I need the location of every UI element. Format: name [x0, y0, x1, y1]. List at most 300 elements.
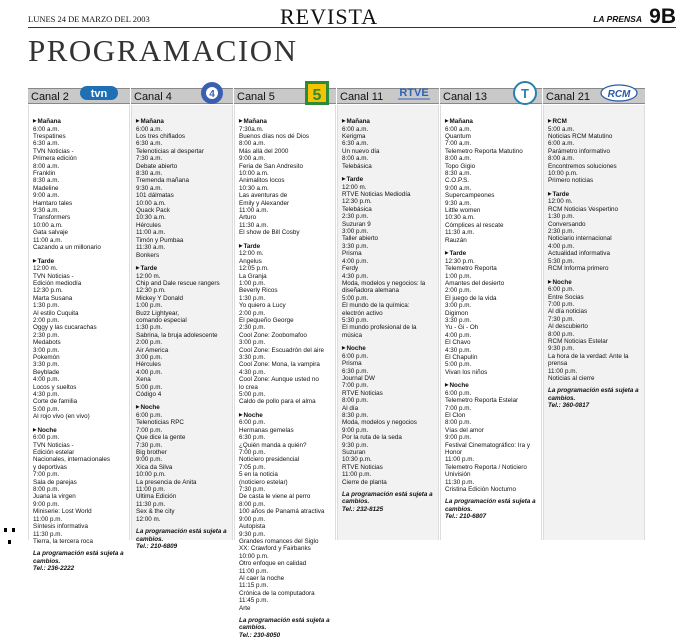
schedule-line: 12:00 m. [239, 250, 264, 258]
schedule-line: Mickey Y Donald [136, 294, 184, 302]
schedule-line: Quantum [445, 133, 471, 140]
schedule-line: Al estilo Cuquita [33, 309, 79, 317]
schedule-line: 6:00 p.m. [445, 389, 472, 397]
schedule-line: 3:30 p.m. [445, 316, 472, 324]
schedule-line: Arturo [239, 214, 257, 222]
schedule-line: Animalitos locos [239, 177, 285, 185]
newspaper-name: LA PRENSA [593, 14, 642, 24]
schedule-line: 1:00 p.m. [239, 279, 266, 287]
schedule-line: 10:30 a.m. [239, 184, 269, 192]
schedule-line: El Clon [445, 412, 466, 419]
channel-logo-icon [508, 82, 542, 104]
schedule-line: 7:30a.m. [239, 125, 264, 133]
schedule-line: 8:00 a.m. [33, 162, 60, 170]
schedule-line: Moda, modelos y negocios: la [342, 279, 426, 287]
schedule-line: Emily y Alexander [239, 199, 290, 207]
schedule-section [548, 278, 640, 383]
schedule-line: RCM Noticias Estelar [548, 337, 608, 345]
schedule-section [342, 117, 434, 170]
schedule-line: Topo Gigio [445, 162, 476, 170]
schedule-line: Por la ruta de la seda [342, 434, 402, 442]
schedule-line: diseñadora alemana [342, 287, 400, 295]
schedule-line: 8:30 a.m. [33, 177, 60, 185]
schedule-line: 3:00 p.m. [342, 228, 369, 236]
schedule-line: 5:00 p.m. [136, 383, 163, 391]
schedule-line: 7:30 p.m. [548, 315, 575, 323]
channel-header [337, 88, 439, 104]
schedule-line: Buenos días nos dé Dios [239, 133, 310, 140]
schedule-line: RTVE Noticias [342, 389, 383, 397]
schedule-line: 3:00 p.m. [445, 302, 472, 310]
schedule-line: Suzuran [342, 449, 366, 457]
schedule-line: 7:00 p.m. [33, 471, 60, 479]
schedule-line: Hércules [136, 361, 161, 369]
schedule-line: 101 dálmatas [136, 192, 174, 200]
schedule-line: Edición mediodía [33, 279, 82, 287]
section-label: ▶ Mañana [239, 117, 331, 126]
schedule-section [445, 381, 537, 493]
schedule-line: 6:30 a.m. [33, 140, 60, 148]
schedule-line: Noticiario internacional [548, 235, 612, 243]
schedule-section [33, 426, 125, 546]
channel-phone: Tel.: 360-0817 [548, 402, 590, 410]
schedule-line: Ultima Edición [136, 493, 177, 501]
schedule-line: música [342, 331, 362, 339]
schedule-line: 5:00 a.m. [548, 125, 575, 133]
schedule-line: 7:30 a.m. [136, 155, 163, 163]
channel-column [28, 88, 130, 573]
schedule-line: Tierra, la tercera roca [33, 537, 93, 545]
channel-phone: Tel.: 236-2222 [33, 565, 75, 573]
schedule-line: 10:30 a.m. [136, 214, 166, 222]
section-label: ▶ Mañana [33, 117, 125, 126]
schedule-line: 5:30 p.m. [548, 257, 575, 265]
schedule-line: 4:30 p.m. [445, 346, 472, 354]
schedule-line: Las aventuras de [239, 192, 288, 200]
schedule-line: RCM Noticias Vespertino [548, 205, 618, 213]
schedule-line: 4:00 p.m. [136, 368, 163, 376]
svg-text:tvn: tvn [90, 88, 108, 100]
schedule-line: La Granja [239, 272, 267, 280]
section-label: ▶ Noche [548, 278, 640, 287]
schedule-line: 12:00 m. [136, 515, 161, 523]
page-title: PROGRAMACION [28, 33, 298, 68]
schedule-line: 6:30 a.m. [136, 140, 163, 148]
schedule-line: El mundo profesional de la [342, 324, 417, 332]
schedule-line: 9:00 p.m. [342, 426, 369, 434]
svg-text:T: T [521, 86, 529, 101]
schedule-line: lo crea [239, 383, 258, 391]
schedule-line: 9:00 a.m. [445, 184, 472, 192]
schedule-line: 11:30 a.m. [239, 221, 269, 229]
schedule-section [342, 344, 434, 486]
schedule-line: Angelus [239, 257, 262, 265]
schedule-line: Trespatines [33, 133, 66, 140]
schedule-line: y deportivas [33, 463, 67, 471]
schedule-line: Beyblade [33, 368, 60, 376]
schedule-line: Prisma [342, 360, 362, 368]
schedule-line: 3:00 p.m. [239, 339, 266, 347]
schedule-disclaimer: La programación está sujeta a cambios. [33, 550, 124, 565]
schedule-line: Al descubierto [548, 323, 588, 331]
masthead [28, 6, 676, 28]
schedule-line: TVN Noticias - [33, 147, 74, 155]
schedule-section [239, 117, 331, 237]
schedule-line: Hamtaro tales [33, 199, 73, 207]
schedule-line: El Chapulín [445, 353, 478, 361]
schedule-line: 3:00 p.m. [136, 353, 163, 361]
schedule-line: Miniserie: Lost World [33, 508, 92, 516]
schedule-line: 9:30 a.m. [445, 199, 472, 207]
schedule-line: Digimon [445, 309, 469, 317]
schedule-line: Telenoticias RPC [136, 419, 184, 427]
schedule-line: 12:00 m. [548, 198, 573, 206]
schedule-section [33, 117, 125, 252]
schedule-line: 10:30 a.m. [445, 214, 475, 222]
schedule-line: Sex & the city [136, 508, 175, 516]
schedule-line: Buzz Lightyear, [136, 309, 180, 317]
schedule-line: comando especial [136, 316, 187, 324]
schedule-line: 10:00 a.m. [136, 199, 166, 207]
schedule-line: 2:30 p.m. [33, 331, 60, 339]
schedule-line: 6:00 p.m. [33, 434, 60, 442]
schedule-line: 2:30 p.m. [239, 324, 266, 332]
schedule-line: Oggy y las cucarachas [33, 324, 97, 332]
schedule-line: Telenoticias al despertar [136, 147, 204, 155]
schedule-section [548, 190, 640, 273]
schedule-line: Debate abierto [136, 162, 178, 170]
page-number: 9B [649, 5, 676, 28]
schedule-line: Beverly Ricos [239, 287, 278, 295]
schedule-line: 6:30 a.m. [342, 140, 369, 148]
channel-schedule [28, 105, 130, 573]
schedule-line: 9:30 p.m. [239, 530, 266, 538]
schedule-line: Telebásica [342, 205, 372, 213]
section-label: ▶ Tarde [239, 242, 331, 251]
schedule-line: 8:30 a.m. [136, 170, 163, 178]
schedule-line: Cazando a un millonario [33, 244, 101, 252]
schedule-line: 7:00 a.m. [445, 140, 472, 148]
channel-header [440, 88, 542, 104]
schedule-line: Chip and Dale rescue rangers [136, 279, 220, 287]
channel-column [543, 88, 645, 540]
channel-name: Canal 13 [443, 91, 488, 103]
schedule-line: Pokemón [33, 353, 60, 361]
schedule-line: 6:00 p.m. [136, 412, 163, 419]
channel-phone: Tel.: 210-6809 [136, 542, 178, 550]
schedule-line: Transformers [33, 214, 71, 222]
schedule-line: 3:30 p.m. [239, 353, 266, 361]
schedule-line: Caldo de pollo para el alma [239, 398, 316, 406]
section-label: ▶ Tarde [548, 190, 640, 199]
schedule-line: 100 años de Panamá atractiva [239, 508, 325, 516]
schedule-line: Sabrina, la bruja adolescente [136, 331, 218, 339]
schedule-line: 11:00 p.m. [548, 367, 578, 375]
schedule-line: Primero noticias [548, 177, 594, 185]
schedule-line: 8:00 a.m. [239, 140, 266, 148]
channel-schedule [234, 105, 336, 639]
schedule-line: El mundo de la química: [342, 302, 410, 310]
schedule-line: 3:00 p.m. [33, 346, 60, 354]
section-label: ▶ Mañana [445, 117, 537, 126]
schedule-line: RTVE Noticias Mediodía [342, 191, 411, 199]
schedule-line: 8:00 p.m. [33, 486, 60, 494]
section-label: ▶ Noche [136, 403, 228, 412]
schedule-line: Little women [445, 207, 481, 215]
schedule-line: Cool Zone: Zoobomafoo [239, 331, 307, 339]
schedule-line: Univisión [445, 471, 471, 479]
schedule-line: 2:00 p.m. [136, 339, 163, 347]
schedule-line: Bonkers [136, 251, 160, 259]
schedule-line: El Chavo [445, 339, 471, 347]
schedule-line: 2:30 p.m. [548, 228, 575, 236]
schedule-line: Cristina Edición Nocturno [445, 486, 517, 494]
schedule-line: 11:30 a.m. [136, 244, 166, 252]
channel-logo-icon [394, 82, 434, 104]
schedule-line: Hermanas gemelas [239, 426, 294, 434]
schedule-line: Telemetro Reporta [445, 265, 497, 273]
schedule-line: Telemetro Reporta Estelar [445, 397, 519, 405]
schedule-line: C.O.P.S. [445, 177, 470, 185]
svg-text:4: 4 [209, 89, 215, 100]
schedule-line: Cool Zone: Escuadrón del aire [239, 346, 325, 354]
issue-date: LUNES 24 DE MARZO DEL 2003 [28, 14, 150, 24]
schedule-line: 6:00 a.m. [445, 125, 472, 133]
schedule-line: 4:30 p.m. [239, 368, 266, 376]
schedule-line: Cómplices al rescate [445, 221, 504, 229]
channel-phone: Tel.: 232-8125 [342, 505, 384, 513]
svg-text:5: 5 [312, 87, 322, 104]
channel-schedule [131, 105, 233, 550]
schedule-line: Primera edición [33, 155, 77, 163]
schedule-line: 9:30 p.m. [342, 441, 369, 449]
schedule-line: Otro enfoque en calidad [239, 560, 307, 568]
svg-text:RCM: RCM [607, 89, 631, 100]
schedule-line: Entre Socias [548, 293, 584, 301]
section-label: ▶ Mañana [342, 117, 434, 126]
schedule-line: 5 en la noticia [239, 471, 278, 479]
schedule-line: Autopista [239, 523, 266, 531]
schedule-line: (noticiero estelar) [239, 478, 288, 486]
channel-logo-icon [302, 82, 332, 104]
schedule-line: 11:00 a.m. [239, 207, 269, 215]
schedule-line: Festival Cinematográfico: Ira y [445, 441, 531, 449]
schedule-section [445, 249, 537, 376]
schedule-line: 4:00 p.m. [445, 331, 472, 339]
schedule-line: 4:30 p.m. [342, 272, 369, 280]
schedule-line: Crónica de la computadora [239, 589, 315, 597]
channel-name: Canal 5 [237, 91, 275, 103]
schedule-line: 11:30 p.m. [33, 530, 63, 538]
schedule-line: Xica da Silva [136, 463, 173, 471]
schedule-line: 8:30 a.m. [445, 170, 472, 178]
channel-name: Canal 4 [134, 91, 172, 103]
schedule-line: RTVE Noticias [342, 463, 383, 471]
section-label: ▶ Noche [342, 344, 434, 353]
corner-mark [4, 528, 7, 532]
schedule-disclaimer: La programación está sujeta a cambios. [445, 498, 536, 513]
schedule-disclaimer: La programación está sujeta a cambios. [239, 616, 330, 632]
schedule-line: Suzuran 9 [342, 220, 371, 228]
schedule-line: 12:05 p.m. [239, 265, 269, 273]
schedule-line: Edición estelar [33, 449, 75, 457]
schedule-line: 7:00 p.m. [548, 300, 575, 308]
channel-logo-icon [599, 82, 639, 104]
schedule-section [136, 117, 228, 259]
schedule-line: Nacionales, internacionales [33, 456, 111, 464]
schedule-line: Hércules [136, 221, 161, 229]
schedule-line: 12:30 p.m. [342, 198, 372, 206]
schedule-line: Código 4 [136, 391, 162, 398]
channel-name: Canal 2 [31, 91, 69, 103]
channel-column [234, 87, 336, 639]
schedule-line: 11:00 p.m. [136, 486, 166, 494]
schedule-section [33, 257, 125, 421]
schedule-line: Supercampeones [445, 192, 495, 200]
schedule-section [136, 264, 228, 399]
schedule-line: 5:00 p.m. [445, 361, 472, 369]
schedule-line: Que dice la gente [136, 434, 186, 442]
schedule-line: Más allá del 2000 [239, 147, 289, 155]
schedule-section [136, 403, 228, 523]
schedule-line: Air America [136, 346, 169, 354]
schedule-line: Yo quiero a Lucy [239, 302, 286, 310]
schedule-line: Feria de San Andresito [239, 162, 304, 170]
schedule-line: Cool Zone: Mona, la vampira [239, 361, 320, 369]
schedule-line: 8:00 a.m. [342, 155, 369, 163]
schedule-line: 6:00 a.m. [136, 125, 163, 133]
schedule-line: Amantes del desierto [445, 279, 505, 287]
schedule-line: El pequeño George [239, 316, 294, 324]
schedule-line: El juego de la vida [445, 294, 497, 302]
schedule-line: TVN Noticias - [33, 272, 74, 280]
schedule-line: 7:30 p.m. [136, 441, 163, 449]
channel-header [234, 88, 336, 104]
schedule-line: 10:00 a.m. [33, 221, 63, 229]
schedule-line: Rauzán [445, 236, 467, 244]
schedule-line: Un nuevo día [342, 147, 380, 155]
section-label: ▶ Tarde [342, 175, 434, 184]
schedule-line: 4:30 p.m. [33, 391, 60, 398]
schedule-line: Al día [342, 404, 359, 412]
schedule-line: 9:00 p.m. [33, 500, 60, 508]
schedule-line: 9:00 a.m. [33, 192, 60, 200]
schedule-line: 10:00 p.m. [548, 170, 578, 178]
channel-column [131, 88, 233, 550]
schedule-line: Vías del amor [445, 426, 484, 434]
schedule-line: 8:30 p.m. [342, 412, 369, 419]
svg-text:RTVE: RTVE [399, 87, 429, 99]
schedule-line: 11:45 p.m. [239, 597, 269, 605]
schedule-line: 9:00 a.m. [239, 155, 266, 163]
schedule-line: Al día noticias [548, 308, 588, 316]
schedule-line: Prisma [342, 250, 362, 258]
schedule-line: Telemetro Reporta Matutino [445, 147, 523, 155]
channel-logo-icon [195, 82, 229, 104]
schedule-line: electrón activo [342, 309, 383, 317]
schedule-line: Ferdy [342, 265, 359, 273]
channel-logo-icon [79, 82, 119, 104]
channel-schedule [543, 105, 645, 540]
schedule-line: 12:30 p.m. [136, 287, 166, 295]
schedule-line: Grandes romances del Siglo [239, 537, 319, 545]
schedule-line: RCM Informa primero [548, 265, 609, 273]
schedule-line: 11:00 p.m. [33, 515, 63, 523]
schedule-line: De casta le viene al perro [239, 493, 311, 501]
schedule-line: ¿Quién manda a quién? [239, 441, 307, 449]
schedule-line: Sala de parejas [33, 478, 77, 486]
schedule-line: 6:30 p.m. [342, 367, 369, 375]
schedule-line: 11:15 p.m. [239, 582, 269, 590]
schedule-line: prensa [548, 360, 568, 368]
schedule-line: 12:00 m. [342, 183, 367, 191]
schedule-line: 1:30 p.m. [33, 302, 60, 310]
schedule-line: Al rojo vivo (en vivo) [33, 413, 90, 421]
schedule-line: Big brother [136, 449, 167, 457]
schedule-line: 2:00 p.m. [33, 316, 60, 324]
schedule-line: 4:00 p.m. [342, 257, 369, 265]
schedule-line: 11:30 p.m. [445, 478, 475, 486]
schedule-line: TVN Noticias - [33, 441, 74, 449]
schedule-line: 10:30 p.m. [342, 456, 372, 464]
schedule-line: Noticias al cierre [548, 374, 595, 382]
schedule-line: Juana la virgen [33, 493, 76, 501]
schedule-line: 7:00 p.m. [342, 382, 369, 390]
schedule-line: 12:00 m. [33, 265, 58, 273]
schedule-line: 9:30 a.m. [33, 207, 60, 215]
channel-phone: Tel.: 230-8050 [239, 631, 281, 639]
section-label: ▶ Tarde [136, 264, 228, 273]
schedule-line: 2:30 p.m. [342, 213, 369, 221]
schedule-line: Timón y Pumbaa [136, 236, 184, 244]
schedule-line: Madeline [33, 184, 59, 192]
channel-phone: Tel.: 210-6807 [445, 513, 487, 521]
section-label: ▶ Noche [239, 411, 331, 420]
schedule-line: 7:00 p.m. [239, 449, 266, 457]
schedule-line: 1:00 p.m. [136, 302, 163, 310]
schedule-line: Encontremos soluciones [548, 162, 617, 170]
schedule-line: Telebásica [342, 162, 372, 170]
schedule-line: Corte de familia [33, 398, 78, 406]
schedule-line: 6:00 a.m. [548, 140, 575, 148]
schedule-line: 10:00 p.m. [239, 552, 269, 560]
schedule-line: 1:00 p.m. [445, 272, 472, 280]
schedule-line: 11:30 a.m. [445, 229, 475, 237]
schedule-line: 6:00 p.m. [548, 286, 575, 294]
schedule-line: El show de Bill Cosby [239, 229, 300, 237]
schedule-line: 5:30 p.m. [342, 316, 369, 324]
schedule-line: 1:30 p.m. [136, 324, 163, 332]
schedule-line: Al caer la noche [239, 574, 285, 582]
schedule-line: Marta Susana [33, 294, 73, 302]
schedule-line: Tremenda mañana [136, 177, 189, 185]
schedule-line: XX: Crawford y Fairbanks [239, 545, 311, 553]
channel-column [337, 88, 439, 540]
schedule-line: 12:30 p.m. [445, 257, 475, 265]
schedule-section [548, 117, 640, 185]
section-label: ▶ Tarde [445, 249, 537, 258]
channel-name: Canal 11 [340, 91, 384, 103]
schedule-line: Cool Zone: Aunque usted no [239, 376, 319, 384]
schedule-line: La hora de la verdad: Ante la [548, 352, 629, 360]
schedule-line: 7:05 p.m. [239, 463, 266, 471]
schedule-line: 10:00 p.m. [136, 471, 166, 479]
schedule-line: 2:00 p.m. [239, 309, 266, 317]
schedule-line: 11:00 a.m. [136, 229, 166, 237]
schedule-line: 6:00 p.m. [342, 352, 369, 360]
schedule-line: Yu - Gi - Oh [445, 324, 479, 332]
schedule-line: 7:00 p.m. [136, 426, 163, 434]
